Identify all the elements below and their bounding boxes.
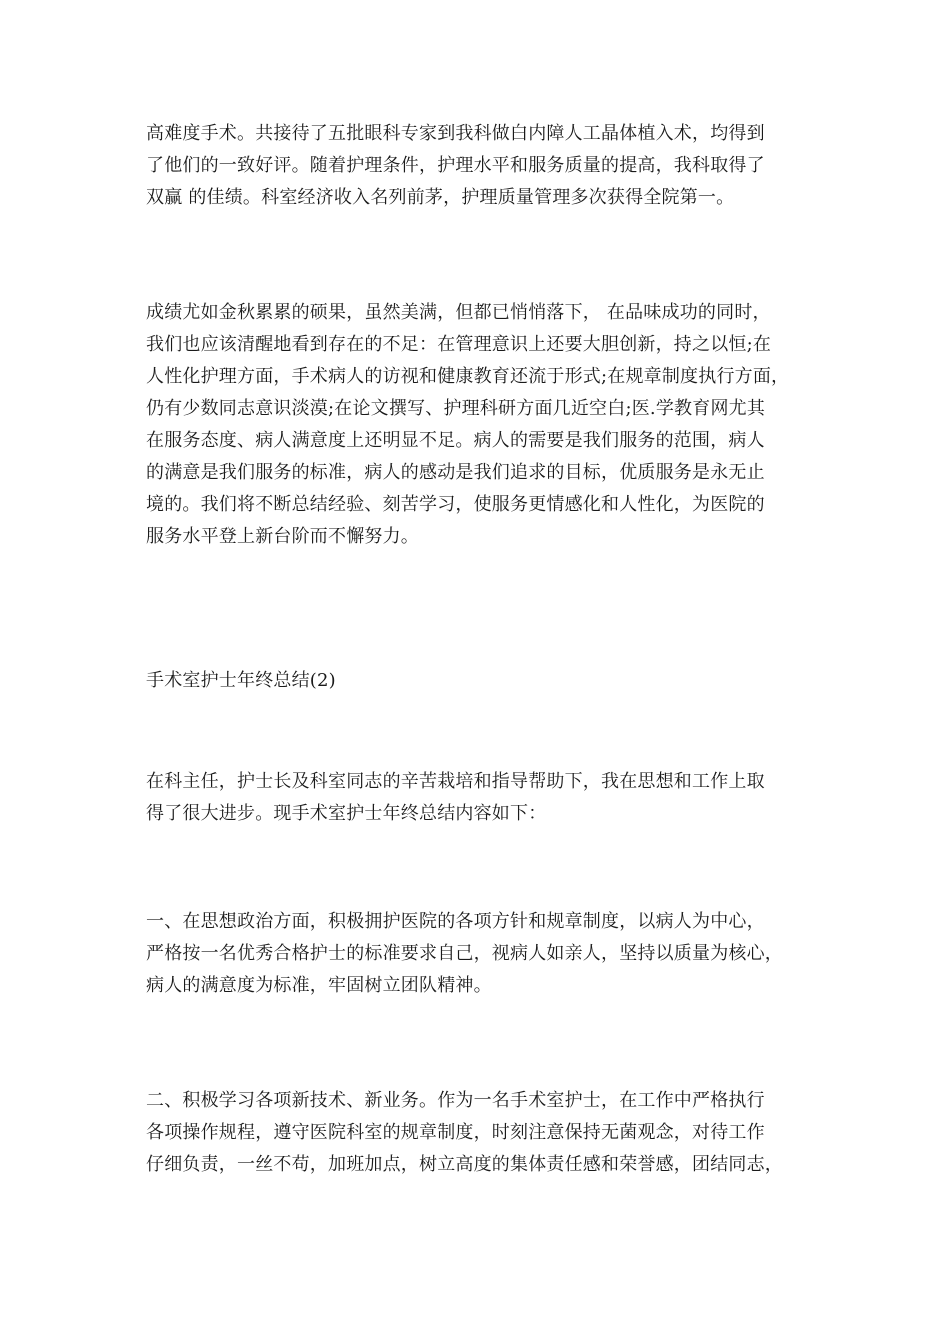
text-line: 双赢 的佳绩。科室经济收入名列前茅，护理质量管理多次获得全院第一。	[146, 187, 735, 208]
text-line: 成绩尤如金秋累累的硕果，虽然美满，但都已悄悄落下， 在品味成功的同时，	[146, 302, 771, 323]
section-title: 手术室护士年终总结(2)	[146, 670, 336, 691]
paragraph-achievements	[146, 118, 816, 214]
text-line: 高难度手术。共接待了五批眼科专家到我科做白内障人工晶体植入术，均得到	[146, 123, 765, 144]
text-line: 境的。我们将不断总结经验、刻苦学习，使服务更情感化和人性化，为医院的	[146, 494, 765, 515]
text-line: 了他们的一致好评。随着护理条件，护理水平和服务质量的提高，我科取得了	[146, 155, 765, 176]
text-line: 的满意是我们服务的标准，病人的感动是我们追求的目标，优质服务是永无止	[146, 462, 765, 483]
text-line: 我们也应该清醒地看到存在的不足：在管理意识上还要大胆创新，持之以恒;在	[146, 334, 772, 355]
text-line: 在服务态度、病人满意度上还明显不足。病人的需要是我们服务的范围，病人	[146, 430, 765, 451]
text-line: 各项操作规程，遵守医院科室的规章制度，时刻注意保持无菌观念，对待工作	[146, 1122, 765, 1143]
text-line: 二、积极学习各项新技术、新业务。作为一名手术室护士，在工作中严格执行	[146, 1090, 765, 1111]
text-line: 仍有少数同志意识淡漠;在论文撰写、护理科研方面几近空白;医.学教育网尤其	[146, 398, 766, 419]
text-line: 服务水平登上新台阶而不懈努力。	[146, 526, 419, 547]
text-line: 仔细负责，一丝不苟，加班加点，树立高度的集体责任感和荣誉感，团结同志，	[146, 1154, 783, 1175]
text-line: 一、在思想政治方面，积极拥护医院的各项方针和规章制度，以病人为中心，	[146, 911, 765, 932]
paragraph-point-one	[146, 906, 816, 1002]
paragraph-point-two	[146, 1085, 816, 1181]
paragraph-intro	[146, 766, 816, 830]
text-line: 病人的满意度为标准，牢固树立团队精神。	[146, 975, 492, 996]
text-line: 在科主任，护士长及科室同志的辛苦栽培和指导帮助下，我在思想和工作上取	[146, 771, 765, 792]
text-line: 得了很大进步。现手术室护士年终总结内容如下：	[146, 803, 547, 824]
text-line: 严格按一名优秀合格护士的标准要求自己，视病人如亲人，坚持以质量为核心，	[146, 943, 783, 964]
paragraph-shortcomings	[146, 297, 816, 553]
section-heading	[146, 665, 816, 697]
text-line: 人性化护理方面，手术病人的访视和健康教育还流于形式;在规章制度执行方面，	[146, 366, 790, 387]
